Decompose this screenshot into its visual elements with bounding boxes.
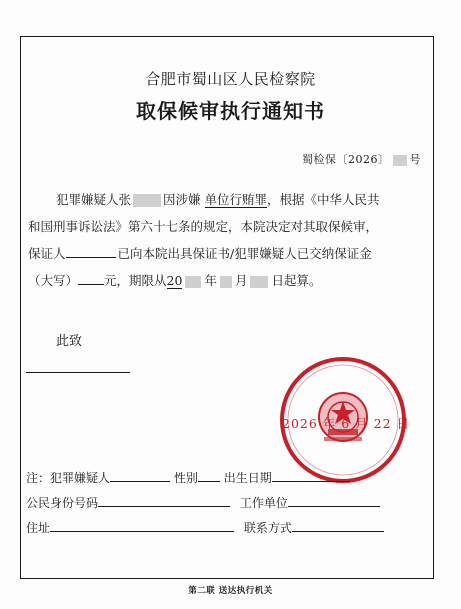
field-label-suspect: 注：犯罪嫌疑人 xyxy=(26,471,111,485)
guarantor-label: 保证人 xyxy=(28,246,66,261)
body-line-3-tail: 已向本院出具保证书/犯罪嫌疑人已交纳保证金 xyxy=(117,246,372,261)
document-title: 取保候审执行通知书 xyxy=(136,99,325,123)
issuing-organization: 合肥市蜀山区人民检察院 xyxy=(145,70,316,88)
field-label-contact: 联系方式 xyxy=(243,521,292,535)
field-label-address: 住址 xyxy=(26,521,51,535)
closing-salutation: 此致 xyxy=(56,334,83,349)
document-number-prefix: 蜀检保〔2026〕 xyxy=(302,153,390,166)
field-row-2 xyxy=(26,491,384,516)
copy-designation: 第二联 送达执行机关 xyxy=(188,586,273,596)
work-unit-blank xyxy=(288,492,380,507)
notice-body xyxy=(28,186,428,294)
field-row-1 xyxy=(26,466,384,491)
recipient-line xyxy=(26,372,130,373)
field-label-id-number: 公民身份号码 xyxy=(26,496,99,510)
body-line-3 xyxy=(28,240,428,267)
seal-date: 2026 年 6 月 22 日 xyxy=(282,416,411,431)
redaction-mask xyxy=(250,276,268,288)
redaction-mask xyxy=(220,276,232,288)
suspect-label: 犯罪嫌疑人张 xyxy=(56,192,132,207)
body-line-4 xyxy=(28,267,428,294)
body-line-2: 和国刑事诉讼法》第六十七条的规定，本院决定对其取保候审， xyxy=(28,219,379,234)
period-label: 元，期限从 xyxy=(104,273,167,288)
amount-blank xyxy=(78,270,104,285)
guarantor-blank xyxy=(66,243,116,258)
day-label: 日起算。 xyxy=(271,273,322,288)
contact-blank xyxy=(292,517,384,532)
field-label-work-unit: 工作单位 xyxy=(239,496,288,510)
body-line-1-tail: ，根据《中华人民共 xyxy=(267,192,380,207)
address-blank xyxy=(50,517,234,532)
charge-text: 单位行贿罪 xyxy=(204,192,268,207)
gender-blank xyxy=(198,467,220,482)
month-label: 月 xyxy=(234,273,248,288)
amount-label: （大写） xyxy=(28,273,79,288)
document-number xyxy=(302,151,421,167)
redaction-mask xyxy=(185,276,201,288)
year-text: 20 xyxy=(166,273,183,288)
id-number-blank xyxy=(98,492,230,507)
year-label: 年 xyxy=(204,273,217,288)
suspect-name-blank xyxy=(110,467,170,482)
redaction-mask xyxy=(393,155,407,166)
field-label-gender: 性别 xyxy=(173,471,198,485)
dob-blank xyxy=(272,467,350,482)
field-row-3 xyxy=(26,516,384,541)
redaction-mask xyxy=(133,194,161,207)
suspect-info-fields xyxy=(26,466,384,541)
document-number-suffix: 号 xyxy=(409,153,421,166)
body-line-1 xyxy=(28,186,428,213)
field-label-dob: 出生日期 xyxy=(223,471,272,485)
suspected-label: 因涉嫌 xyxy=(163,192,201,207)
